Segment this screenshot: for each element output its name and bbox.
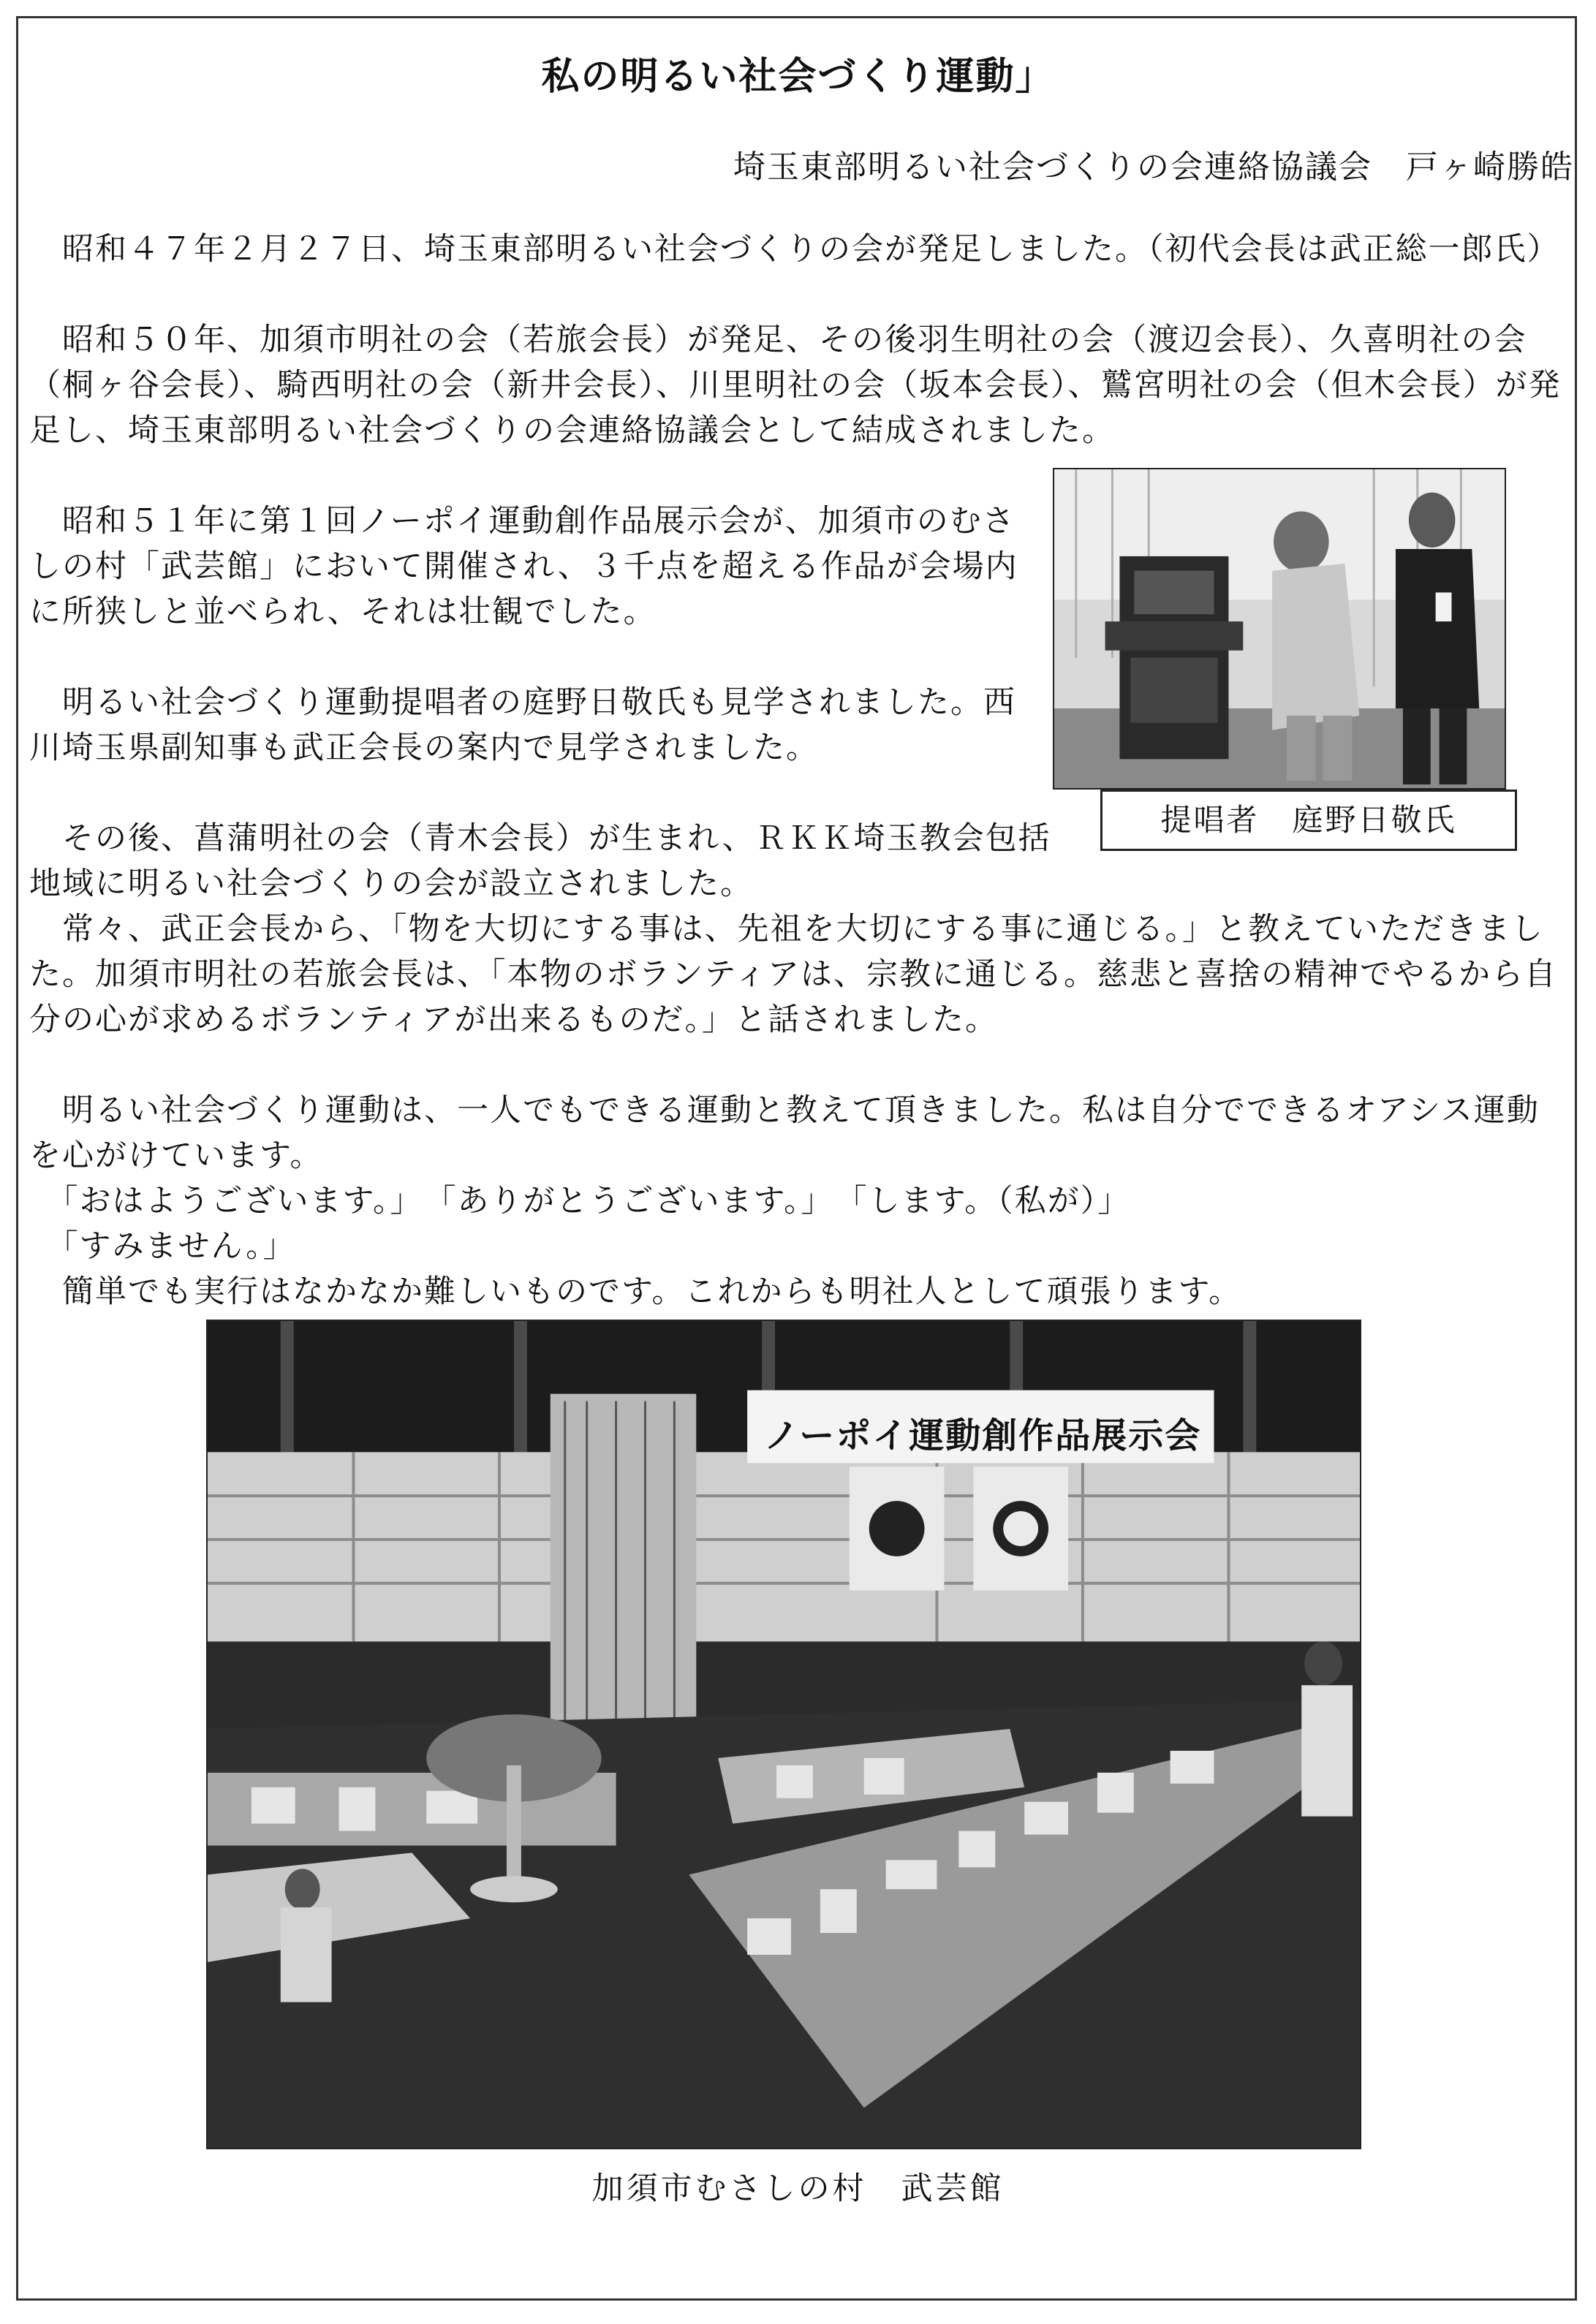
paragraph-9: 「すみません。」 — [29, 1228, 296, 1265]
exhibition-banner: ノーポイ運動創作品展示会 — [763, 1415, 1202, 1456]
paragraph-8: 「おはようございます。」 「ありがとうございます。」 「します。（私が）」 — [29, 1183, 1131, 1219]
paragraph-6: 常々、武正会長から、「物を大切にする事は、先祖を大切にする事に通じる。」と教えていただきました。加須市明社の若旅会長は、「本物のボランティアは、宗教に通じる。慈悲と喜捨の精神でやるから自分の心が求めるボランティアが出来るものだ。」と話されました。 — [29, 911, 1558, 1038]
article-title: 私の明るい社会づくり運動」 — [541, 55, 1055, 99]
paragraph-2: 昭和５０年、加須市明社の会（若旅会長）が発足、その後羽生明社の会（渡辺会長）、久喜明社の会（桐ヶ谷会長）、騎西明社の会（新井会長）、川里明社の会（坂本会長）、鷲宮明社の会（但木会長）が発足し、埼玉東部明るい社会づくりの会連絡協議会として結成されました。 — [29, 322, 1562, 449]
author-line: 埼玉東部明るい社会づくりの会連絡協議会 戸ヶ崎勝皓 — [733, 148, 1574, 186]
exhibition-photo-caption: 加須市むさしの村 武芸館 — [591, 2170, 1005, 2207]
paragraph-7: 明るい社会づくり運動は、一人でもできる運動と教えて頂きました。私は自分でできるオアシス運動を心がけています。 — [29, 1092, 1540, 1174]
founder-photo — [1053, 468, 1506, 790]
founder-photo-caption: 提唱者 庭野日敬氏 — [1100, 790, 1517, 851]
paragraph-3: 昭和５１年に第１回ノーポイ運動創作品展示会が、加須市のむさしの村「武芸館」において開催され、３千点を超える作品が会場内に所狭しと並べられ、それは壮観でした。 — [29, 503, 1018, 630]
exhibition-photo — [206, 1320, 1361, 2149]
paragraph-1: 昭和４７年２月２７日、埼玉東部明るい社会づくりの会が発足しました。（初代会長は武正総一郎氏） — [29, 231, 1560, 268]
paragraph-5: その後、菖蒲明社の会（青木会長）が生まれ、ＲＫＫ埼玉教会包括地域に明るい社会づくりの会が設立されました。 — [29, 820, 1051, 902]
paragraph-4: 明るい社会づくり運動提唱者の庭野日敬氏も見学されました。西川埼玉県副知事も武正会長の案内で見学されました。 — [29, 684, 1016, 766]
paragraph-10: 簡単でも実行はなかなか難しいものです。これからも明社人として頑張ります。 — [29, 1273, 1242, 1310]
